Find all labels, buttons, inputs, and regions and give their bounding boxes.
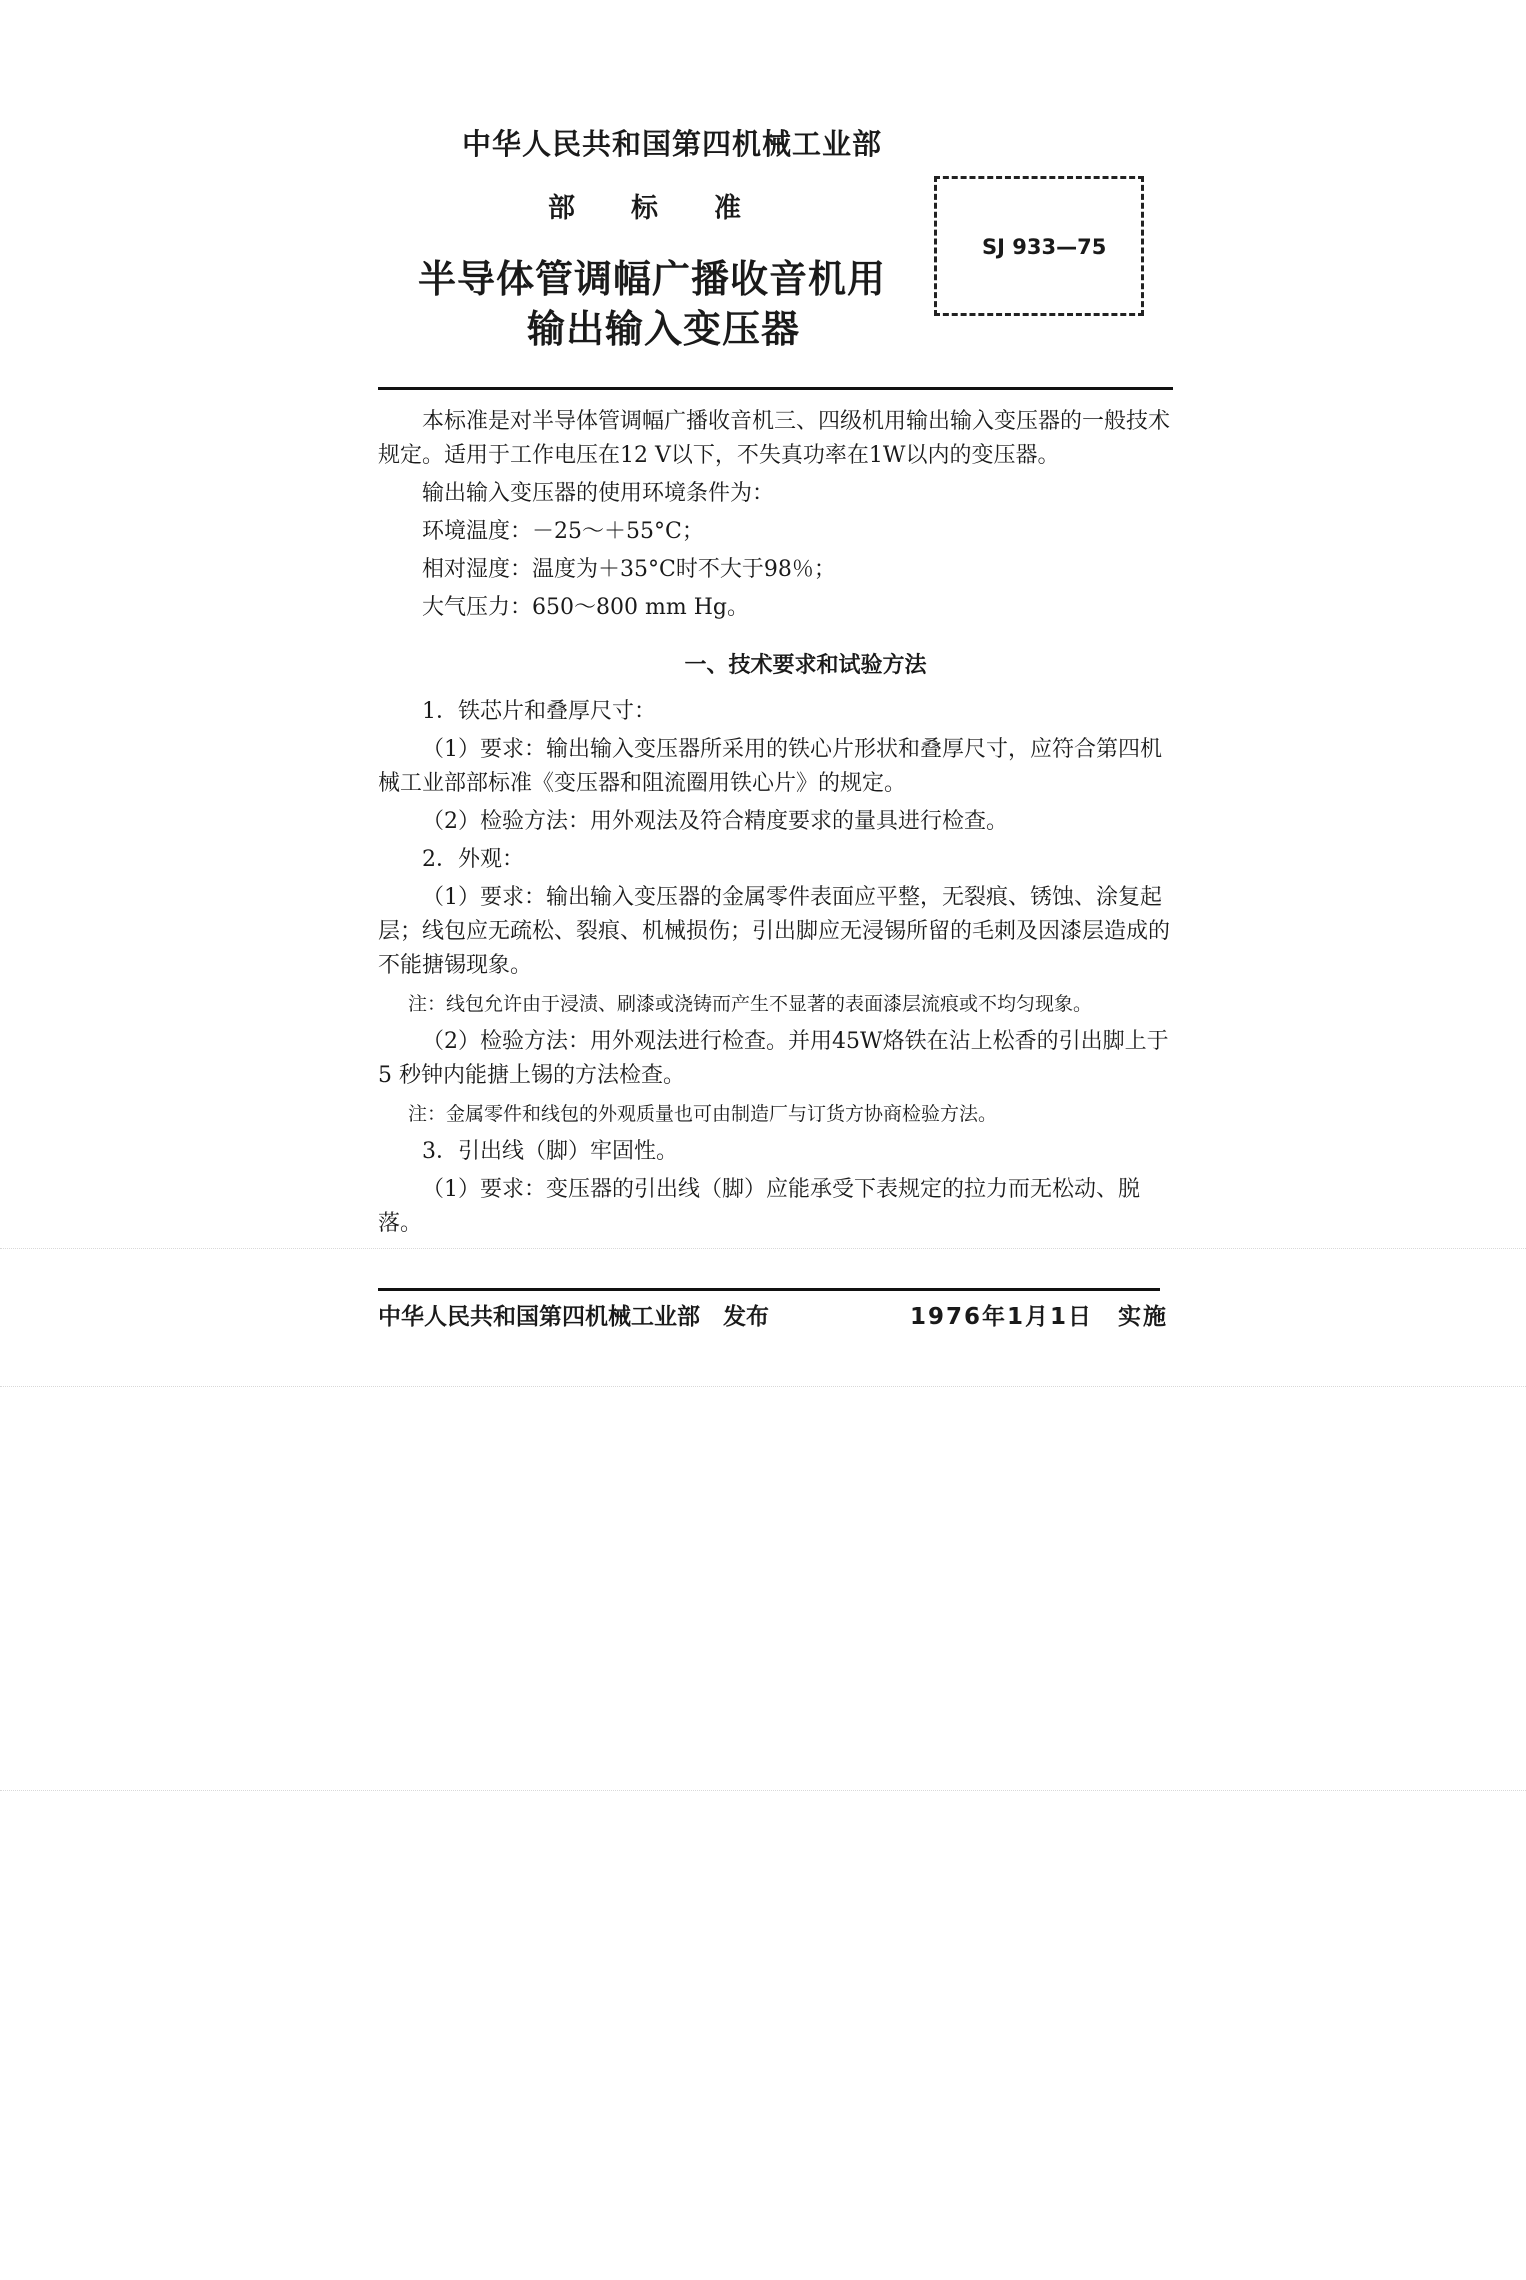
- standard-code: SJ 933—75: [982, 235, 1107, 259]
- item2-title: 2．外观：: [422, 847, 524, 872]
- effective-date-line: 1976年1月1日 实施: [910, 1304, 1169, 1330]
- standard-code-box: [934, 176, 1144, 316]
- environment-pressure: 大气压力：650～800 mm Hg。: [422, 595, 749, 620]
- item1-requirement: （1）要求：输出输入变压器所采用的铁心片形状和叠厚尺寸，应符合第四机械工业部部标准《变压器和阻流圈用铁心片》的规定。: [378, 737, 1162, 796]
- item2-note1: 注：线包允许由于浸渍、刷漆或浇铸而产生不显著的表面漆层流痕或不均匀现象。: [408, 993, 1093, 1015]
- item2-requirement: （1）要求：输出输入变压器的金属零件表面应平整，无裂痕、锈蚀、涂复起层；线包应无疏松、裂痕、机械损伤；引出脚应无浸锡所留的毛刺及因漆层造成的不能搪锡现象。: [378, 885, 1171, 978]
- item1-test-method: （2）检验方法：用外观法及符合精度要求的量具进行检查。: [422, 809, 1008, 834]
- scan-artifact-line: [0, 1248, 1526, 1249]
- scan-artifact-line: [0, 1790, 1526, 1791]
- document-title-line2: 输出输入变压器: [527, 307, 801, 351]
- environment-temperature: 环境温度：－25～＋55°C；: [422, 519, 704, 544]
- intro-paragraph: 本标准是对半导体管调幅广播收音机三、四级机用输出输入变压器的一般技术规定。适用于工作电压在12 V以下，不失真功率在1W以内的变压器。: [378, 409, 1171, 468]
- standard-type-label: 部标准: [548, 193, 797, 224]
- environment-intro: 输出输入变压器的使用环境条件为：: [422, 481, 775, 506]
- section-heading: 一、技术要求和试验方法: [684, 653, 927, 678]
- footer-divider: [378, 1288, 1160, 1291]
- item2-test-method: （2）检验方法：用外观法进行检查。并用45W烙铁在沾上松香的引出脚上于5 秒钟内能搪上锡的方法检查。: [378, 1029, 1169, 1088]
- item1-title: 1．铁芯片和叠厚尺寸：: [422, 699, 656, 724]
- header-divider: [378, 387, 1173, 390]
- scan-artifact-line: [0, 1386, 1526, 1387]
- document-title-line1: 半导体管调幅广播收音机用: [418, 257, 887, 301]
- environment-humidity: 相对湿度：温度为＋35°C时不大于98％；: [422, 557, 836, 582]
- item3-requirement: （1）要求：变压器的引出线（脚）应能承受下表规定的拉力而无松动、脱落。: [378, 1177, 1140, 1236]
- document-body: [378, 405, 1173, 1241]
- ministry-heading: 中华人民共和国第四机械工业部: [462, 127, 883, 161]
- item2-note2: 注：金属零件和线包的外观质量也可由制造厂与订货方协商检验方法。: [408, 1103, 998, 1125]
- item3-title: 3．引出线（脚）牢固性。: [422, 1139, 678, 1164]
- publisher-line: 中华人民共和国第四机械工业部 发布: [378, 1304, 769, 1330]
